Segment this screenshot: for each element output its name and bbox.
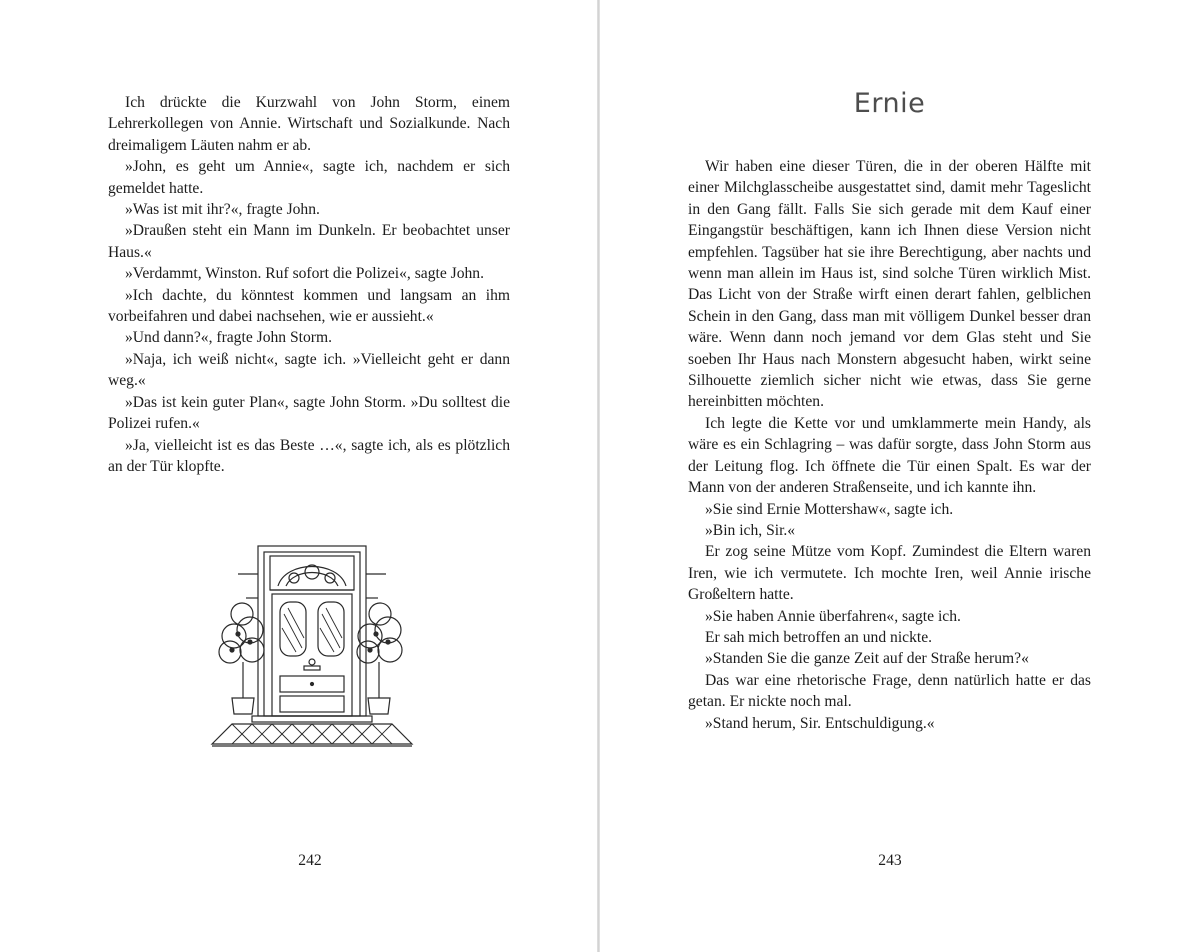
paragraph: »Naja, ich weiß nicht«, sagte ich. »Vielleicht geht er dann weg.«: [108, 350, 510, 390]
page-number: 243: [878, 852, 902, 869]
paragraph: »Draußen steht ein Mann im Dunkeln. Er beobachtet unser Haus.«: [108, 222, 510, 261]
left-page: [0, 0, 598, 952]
paragraph: »Ja, vielleicht ist es das Beste …«, sagte ich, als es plötzlich an der Tür klopfte.: [108, 436, 510, 475]
paragraph: »John, es geht um Annie«, sagte ich, nachdem er sich gemeldet hatte.: [108, 158, 510, 197]
paragraph: »Sie sind Ernie Mottershaw«, sagte ich.: [705, 500, 954, 518]
chapter-title: Ernie: [853, 88, 926, 119]
page-number: 242: [298, 852, 322, 869]
right-page: [600, 0, 1198, 952]
paragraph: Er zog seine Mütze vom Kopf. Zumindest die Eltern waren Iren, wie ich vermutete. Ich mochte Iren, weil Annie irische Großeltern hatte.: [688, 543, 1091, 604]
paragraph: Ich legte die Kette vor und umklammerte mein Handy, als wäre es ein Schlagring – was dafür sorgte, dass John Storm aus der Leitung flog. Ich öffnete die Tür einen Spalt. Es war der Mann von der anderen Straßenseite, und ich kannte ihn.: [688, 414, 1091, 497]
paragraph: »Standen Sie die ganze Zeit auf der Straße herum?«: [705, 650, 1029, 668]
paragraph: Er sah mich betroffen an und nickte.: [705, 628, 933, 646]
paragraph: »Und dann?«, fragte John Storm.: [125, 329, 333, 347]
paragraph: »Stand herum, Sir. Entschuldigung.«: [705, 714, 935, 732]
paragraph: Das war eine rhetorische Frage, denn natürlich hatte er das getan. Er nickte noch mal.: [688, 671, 1091, 711]
paragraph: »Ich dachte, du könntest kommen und langsam an ihm vorbeifahren und dabei nachsehen, wie er aussieht.«: [108, 286, 510, 326]
paragraph: »Was ist mit ihr?«, fragte John.: [125, 201, 320, 219]
paragraph: Wir haben eine dieser Türen, die in der oberen Hälfte mit einer Milchglasscheibe ausgestattet sind, damit mehr Tageslicht in den Gang fällt. Falls Sie sich gerade mit dem Kauf einer Eingangstür beschäftigen, kann ich Ihnen diese Version nicht empfehlen. Tagsüber hat sie ihre Berechtigung, aber nachts und wenn man allein im Haus ist, sind solche Türen wirklich Mist. Das Licht von der Straße wirft einen derart fahlen, gelblichen Schein in den Gang, dass man mit völligem Dunkel besser dran wäre. Wenn dann noch jemand vor dem Glas steht und Sie soeben Ihr Haus nach Monstern abgesucht haben, wirkt seine Silhouette ziemlich sicher nicht wie etwas, dass Sie gerne hereinbitten möchten.: [688, 158, 1091, 411]
paragraph: »Verdammt, Winston. Ruf sofort die Polizei«, sagte John.: [125, 265, 484, 283]
door-illustration: [208, 538, 414, 750]
paragraph: »Bin ich, Sir.«: [705, 521, 796, 539]
right-page-text: [688, 156, 1091, 734]
paragraph: »Das ist kein guter Plan«, sagte John Storm. »Du solltest die Polizei rufen.«: [108, 393, 510, 433]
left-page-text: [108, 92, 510, 477]
paragraph: »Sie haben Annie überfahren«, sagte ich.: [705, 607, 961, 625]
paragraph: Ich drückte die Kurzwahl von John Storm, einem Lehrerkollegen von Annie. Wirtschaft und Sozialkunde. Nach dreimaligem Läuten nahm er ab.: [108, 94, 510, 154]
